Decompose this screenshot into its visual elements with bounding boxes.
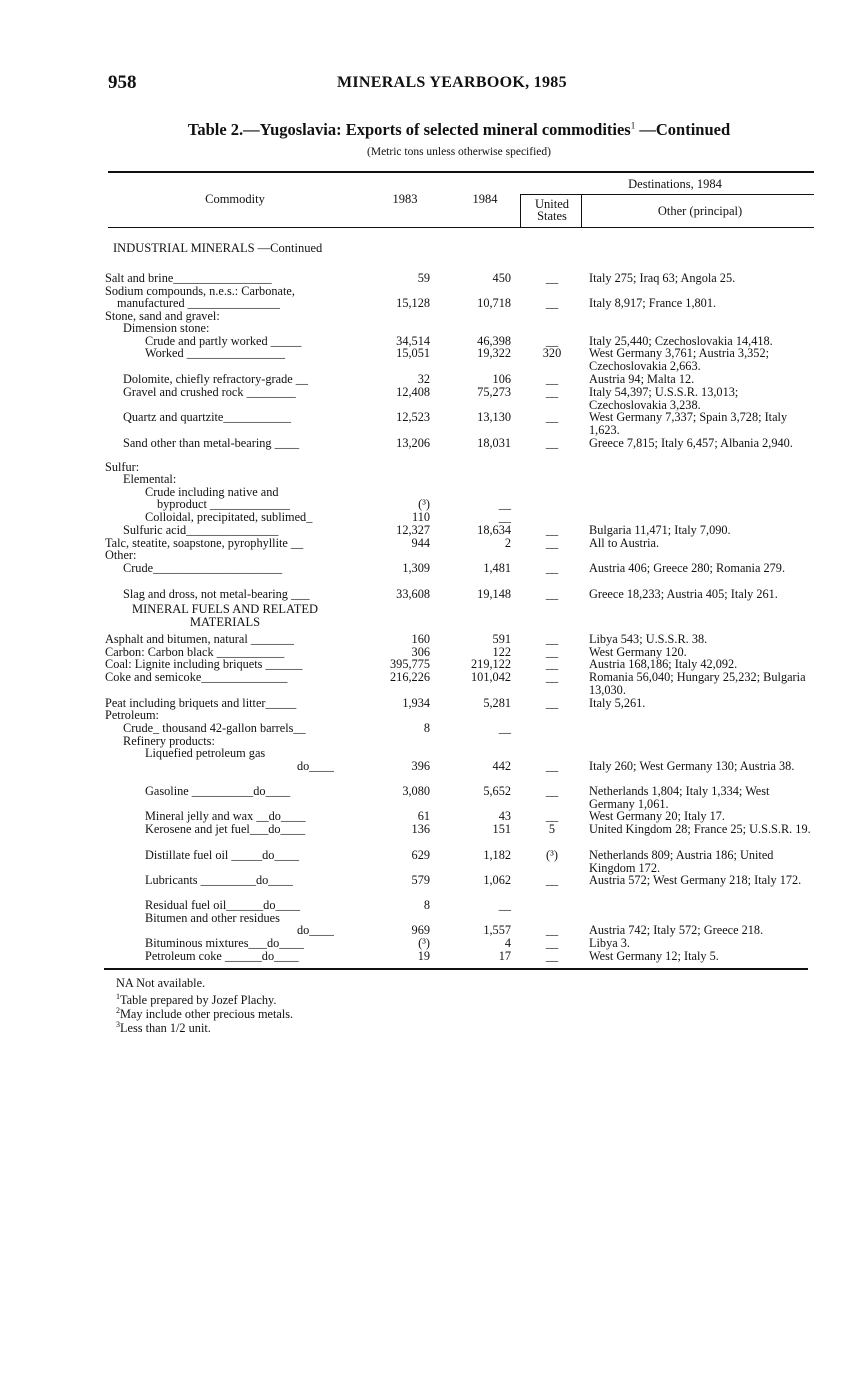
united-states-cell: __ [545, 561, 559, 575]
other-destinations-cell: Austria 168,186; Italy 42,092. [589, 657, 738, 671]
value-1984-cell: 18,031 [477, 436, 511, 450]
other-destinations-cell: West Germany 3,761; Austria 3,352; Czechoslovakia 2,663. [589, 346, 770, 373]
commodity-cell: Stone, sand and gravel: [105, 309, 220, 323]
value-1984-cell: __ [498, 510, 511, 524]
commodity-cell: Talc, steatite, soapstone, pyrophyllite __ [105, 536, 304, 550]
value-1983-cell: 8 [423, 721, 430, 735]
commodity-header: Commodity [205, 192, 265, 206]
commodity-cell: Peat including briquets and litter_____ [105, 696, 297, 710]
united-states-header-line1: United [534, 197, 570, 211]
table-row [0, 670, 850, 697]
footnote-text: Less than 1/2 unit. [120, 1021, 211, 1036]
other-destinations-cell: Greece 18,233; Austria 405; Italy 261. [589, 587, 778, 601]
year-1983-header: 1983 [392, 192, 418, 206]
united-states-cell: __ [545, 385, 559, 399]
table-row [0, 950, 850, 964]
commodity-cell: Gravel and crushed rock ________ [123, 385, 296, 399]
value-1983-cell: 61 [417, 809, 430, 823]
value-1983-cell: 1,309 [402, 561, 430, 575]
united-states-cell: __ [545, 296, 559, 310]
united-states-cell: __ [545, 645, 559, 659]
united-states-cell: __ [545, 873, 559, 887]
value-1983-cell: 8 [423, 898, 430, 912]
page-header [0, 72, 850, 96]
united-states-cell: __ [545, 809, 559, 823]
value-1984-cell: 450 [492, 271, 511, 285]
value-1983-cell: 3,080 [402, 784, 430, 798]
value-1984-cell: 1,481 [483, 561, 511, 575]
table-row [0, 899, 850, 913]
united-states-cell: __ [545, 632, 559, 646]
value-1983-cell: 216,226 [390, 670, 430, 684]
commodity-cell: Bitumen and other residues [145, 911, 280, 925]
other-destinations-cell: Italy 260; West Germany 130; Austria 38. [589, 759, 795, 773]
united-states-cell: __ [545, 784, 559, 798]
commodity-cell: Crude_ thousand 42-gallon barrels__ [123, 721, 306, 735]
commodity-cell: Petroleum coke ______do____ [145, 949, 299, 963]
commodity-cell: Dimension stone: [123, 321, 210, 335]
value-1984-cell: 442 [492, 759, 511, 773]
table-row [0, 848, 850, 875]
value-1983-cell: 34,514 [396, 334, 430, 348]
united-states-cell: __ [545, 936, 559, 950]
united-states-cell: __ [545, 670, 559, 684]
value-1984-cell: 75,273 [477, 385, 511, 399]
commodity-cell: do____ [297, 759, 334, 773]
section-mineral-fuels-line2: MATERIALS [189, 615, 261, 629]
value-1984-cell: 2 [504, 536, 511, 550]
commodity-cell: Sodium compounds, n.e.s.: Carbonate, [105, 284, 295, 298]
other-destinations-cell: Bulgaria 11,471; Italy 7,090. [589, 523, 731, 537]
value-1984-cell: 46,398 [477, 334, 511, 348]
commodity-cell: Petroleum: [105, 708, 159, 722]
united-states-cell: 5 [548, 822, 556, 836]
united-states-cell: __ [545, 271, 559, 285]
commodity-cell: manufactured _______________ [117, 296, 280, 310]
other-destinations-cell: Greece 7,815; Italy 6,457; Albania 2,940. [589, 436, 793, 450]
other-destinations-cell: Netherlands 809; Austria 186; United Kingdom 172. [589, 848, 774, 875]
table-row [0, 473, 850, 487]
section-mineral-fuels-line1: MINERAL FUELS AND RELATED [132, 602, 318, 616]
commodity-cell: Sulfuric acid_______________ [123, 523, 279, 537]
table-row [0, 346, 850, 373]
commodity-cell: Slag and dross, not metal-bearing ___ [123, 587, 310, 601]
value-1984-cell: 18,634 [477, 523, 511, 537]
value-1983-cell: (³) [418, 936, 430, 950]
table-row [0, 588, 850, 602]
other-principal-header: Other (principal) [657, 204, 743, 218]
value-1983-cell: 579 [411, 873, 430, 887]
page-number: 958 [108, 72, 137, 93]
value-1983-cell: 13,206 [396, 436, 430, 450]
table-row [0, 562, 850, 576]
footnote-text: May include other precious metals. [120, 1007, 294, 1022]
header-bottom-rule [108, 227, 814, 228]
section-industrial-minerals: INDUSTRIAL MINERALS —Continued [113, 241, 323, 255]
commodity-cell: byproduct _____________ [157, 497, 290, 511]
commodity-cell: Sand other than metal-bearing ____ [123, 436, 300, 450]
other-destinations-cell: Austria 406; Greece 280; Romania 279. [589, 561, 786, 575]
value-1984-cell: 1,182 [483, 848, 511, 862]
value-1984-cell: __ [498, 497, 511, 511]
commodity-cell: Residual fuel oil______do____ [145, 898, 301, 912]
other-destinations-cell: Italy 275; Iraq 63; Angola 25. [589, 271, 736, 285]
united-states-cell: __ [545, 949, 559, 963]
united-states-cell: __ [545, 759, 559, 773]
commodity-cell: Bituminous mixtures___do____ [145, 936, 304, 950]
united-states-cell: __ [545, 334, 559, 348]
other-destinations-cell: Libya 3. [589, 936, 630, 950]
united-states-cell: __ [545, 536, 559, 550]
other-destinations-cell: West Germany 20; Italy 17. [589, 809, 725, 823]
table-row [0, 385, 850, 412]
table-row [0, 410, 850, 437]
footnote-mark: 3 [116, 1020, 120, 1029]
other-destinations-cell: West Germany 7,337; Spain 3,728; Italy 1,623. [589, 410, 788, 437]
commodity-cell: Crude including native and [145, 485, 279, 499]
united-states-cell: __ [545, 696, 559, 710]
united-states-cell: __ [545, 410, 559, 424]
footnote-mark: 2 [116, 1006, 120, 1015]
value-1984-cell: __ [498, 898, 511, 912]
value-1983-cell: 396 [411, 759, 430, 773]
table-top-rule [108, 171, 814, 173]
value-1984-cell: 13,130 [477, 410, 511, 424]
footnote-text: Table prepared by Jozef Plachy. [120, 993, 277, 1008]
commodity-cell: Crude and partly worked _____ [145, 334, 302, 348]
other-destinations-cell: United Kingdom 28; France 25; U.S.S.R. 19. [589, 822, 811, 836]
commodity-cell: Refinery products: [123, 734, 215, 748]
commodity-cell: Liquefied petroleum gas [145, 746, 266, 760]
united-states-cell: __ [545, 923, 559, 937]
commodity-cell: Lubricants _________do____ [145, 873, 293, 887]
other-destinations-cell: Austria 742; Italy 572; Greece 218. [589, 923, 764, 937]
commodity-cell: Other: [105, 548, 137, 562]
value-1983-cell: 32 [417, 372, 430, 386]
commodity-cell: Mineral jelly and wax __do____ [145, 809, 306, 823]
value-1984-cell: 10,718 [477, 296, 511, 310]
commodity-cell: do____ [297, 923, 334, 937]
united-states-cell: (³) [546, 848, 558, 862]
running-title: MINERALS YEARBOOK, 1985 [337, 74, 567, 91]
value-1984-cell: 17 [498, 949, 511, 963]
commodity-cell: Gasoline __________do____ [145, 784, 291, 798]
value-1984-cell: 151 [492, 822, 511, 836]
value-1984-cell: 106 [492, 372, 511, 386]
section-mineral-fuels [105, 603, 345, 629]
united-states-header [522, 198, 582, 222]
commodity-cell: Coke and semicoke______________ [105, 670, 288, 684]
commodity-cell: Colloidal, precipitated, sublimed_ [145, 510, 313, 524]
table-subtitle: (Metric tons unless otherwise specified) [367, 146, 551, 158]
commodity-cell: Quartz and quartzite___________ [123, 410, 292, 424]
value-1983-cell: 12,523 [396, 410, 430, 424]
other-destinations-cell: Netherlands 1,804; Italy 1,334; West Germany 1,061. [589, 784, 770, 811]
united-states-cell: __ [545, 657, 559, 671]
commodity-cell: Elemental: [123, 472, 177, 486]
commodity-cell: Dolomite, chiefly refractory-grade __ [123, 372, 309, 386]
destinations-header: Destinations, 1984 [628, 177, 722, 191]
other-destinations-cell: All to Austria. [589, 536, 660, 550]
footnote-mark: 1 [116, 992, 120, 1001]
united-states-cell: __ [545, 372, 559, 386]
value-1983-cell: 969 [411, 923, 430, 937]
united-states-header-line2: States [537, 209, 567, 223]
value-1984-cell: 1,062 [483, 873, 511, 887]
other-destinations-cell: West Germany 12; Italy 5. [589, 949, 719, 963]
other-destinations-cell: Romania 56,040; Hungary 25,232; Bulgaria 13,030. [589, 670, 806, 697]
value-1984-cell: 219,122 [471, 657, 511, 671]
us-column-divider [520, 195, 521, 227]
value-1983-cell: (³) [418, 497, 430, 511]
value-1984-cell: 5,652 [483, 784, 511, 798]
other-destinations-cell: Austria 94; Malta 12. [589, 372, 695, 386]
table-row [0, 874, 850, 888]
value-1983-cell: 395,775 [390, 657, 430, 671]
value-1984-cell: 4 [504, 936, 511, 950]
footnote-text: NA Not available. [116, 976, 206, 990]
commodity-cell: Crude_____________________ [123, 561, 283, 575]
united-states-cell: __ [545, 587, 559, 601]
value-1984-cell: 1,557 [483, 923, 511, 937]
value-1984-cell: 591 [492, 632, 511, 646]
value-1984-cell: 122 [492, 645, 511, 659]
commodity-cell: Coal: Lignite including briquets ______ [105, 657, 303, 671]
table-row [0, 784, 850, 811]
united-states-cell: __ [545, 523, 559, 537]
table-row [0, 437, 850, 451]
other-destinations-cell: Italy 25,440; Czechoslovakia 14,418. [589, 334, 773, 348]
value-1983-cell: 110 [412, 510, 430, 524]
value-1984-cell: 19,148 [477, 587, 511, 601]
other-destinations-cell: Italy 8,917; France 1,801. [589, 296, 717, 310]
footnote-na [116, 976, 205, 990]
table-bottom-rule [104, 968, 808, 970]
other-destinations-cell: Italy 5,261. [589, 696, 646, 710]
value-1983-cell: 306 [411, 645, 430, 659]
other-destinations-cell: Italy 54,397; U.S.S.R. 13,013; Czechoslovakia 3,238. [589, 385, 739, 412]
footnote-3 [116, 1018, 211, 1035]
value-1983-cell: 944 [411, 536, 430, 550]
commodity-cell: Distillate fuel oil _____do____ [145, 848, 300, 862]
other-destinations-cell: Libya 543; U.S.S.R. 38. [589, 632, 708, 646]
value-1983-cell: 160 [411, 632, 430, 646]
other-destinations-cell: West Germany 120. [589, 645, 687, 659]
commodity-cell: Salt and brine________________ [105, 271, 272, 285]
value-1983-cell: 15,128 [396, 296, 430, 310]
destinations-rule [520, 194, 814, 195]
commodity-cell: Sulfur: [105, 460, 140, 474]
value-1983-cell: 629 [411, 848, 430, 862]
table-row [0, 823, 850, 837]
table-title [0, 120, 850, 140]
value-1983-cell: 19 [417, 949, 430, 963]
commodity-cell: Carbon: Carbon black ___________ [105, 645, 285, 659]
table-title-footnote-mark: 1 [630, 120, 636, 131]
value-1984-cell: 19,322 [477, 346, 511, 360]
commodity-cell: Asphalt and bitumen, natural _______ [105, 632, 294, 646]
value-1984-cell: 101,042 [471, 670, 511, 684]
commodity-cell: Kerosene and jet fuel___do____ [145, 822, 306, 836]
table-title-text: Table 2.—Yugoslavia: Exports of selected mineral commodities [187, 120, 631, 139]
united-states-cell: 320 [542, 346, 562, 360]
other-destinations-cell: Austria 572; West Germany 218; Italy 172. [589, 873, 802, 887]
value-1984-cell: __ [498, 721, 511, 735]
value-1983-cell: 59 [417, 271, 430, 285]
value-1983-cell: 1,934 [402, 696, 430, 710]
table-row [0, 760, 850, 774]
value-1983-cell: 12,327 [396, 523, 430, 537]
value-1983-cell: 33,608 [396, 587, 430, 601]
value-1983-cell: 136 [411, 822, 430, 836]
year-1984-header: 1984 [472, 192, 498, 206]
commodity-cell: Worked ________________ [145, 346, 286, 360]
table-title-suffix: —Continued [635, 120, 731, 139]
value-1983-cell: 12,408 [396, 385, 430, 399]
value-1984-cell: 43 [498, 809, 511, 823]
value-1984-cell: 5,281 [483, 696, 511, 710]
united-states-cell: __ [545, 436, 559, 450]
value-1983-cell: 15,051 [396, 346, 430, 360]
